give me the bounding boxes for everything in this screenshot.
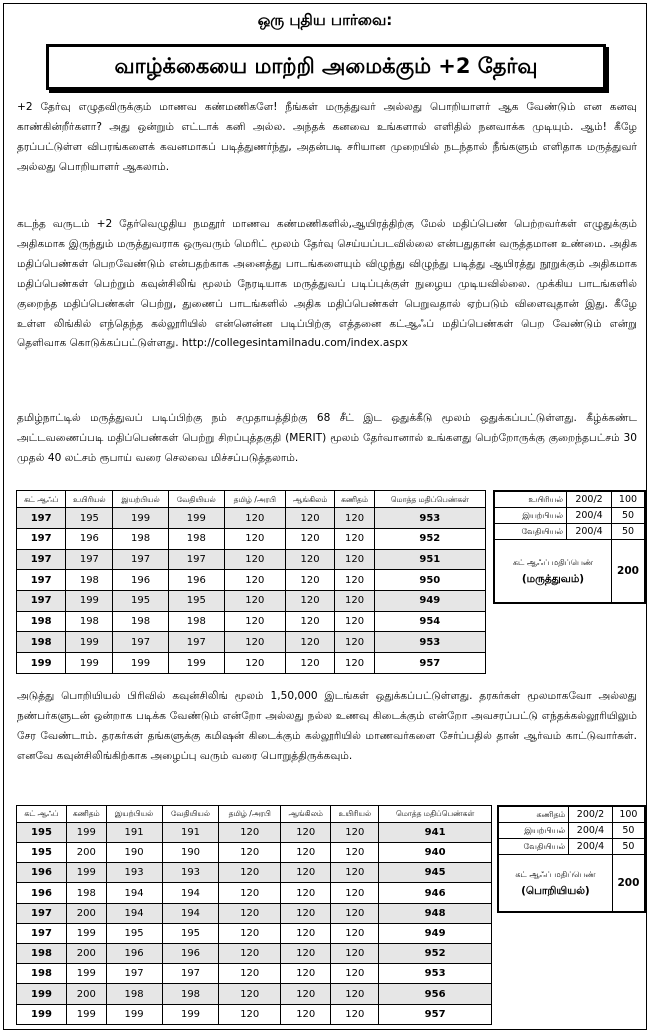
table-row — [17, 549, 486, 570]
mark-cell: 190 — [162, 843, 219, 863]
total-cell: 949 — [379, 923, 492, 943]
title-box — [46, 44, 606, 90]
mark-cell: 197 — [162, 964, 219, 984]
cutoff-cell: 196 — [17, 883, 67, 903]
mark-cell: 120 — [224, 611, 285, 632]
mark-cell: 197 — [168, 632, 224, 653]
mark-cell: 120 — [331, 984, 379, 1004]
total-cell: 953 — [379, 964, 492, 984]
mark-cell: 196 — [162, 944, 219, 964]
mark-cell: 120 — [335, 632, 374, 653]
cutoff-cell: 197 — [17, 591, 66, 612]
mark-cell: 120 — [224, 549, 285, 570]
table-row — [17, 591, 486, 612]
column-header: மொத்த மதிப்பெண்கள் — [374, 491, 485, 508]
column-header: மொத்த மதிப்பெண்கள் — [379, 806, 492, 823]
paragraph-engineering: அடுத்து பொறியியல் பிரிவில் கவுன்சிலிங் மூலம் 1,50,000 இடங்கள் ஒதுக்கப்பட்டுள்ளது. தரகர்கள் மூலமாகவோ அல்லது நண்பர்களுடன் ஒன்றாக படிக்க வேண்டும் என்றோ அல்லது நல்ல உணவு கிடைக்கும் என்றோ அவசரப்பட்டு எந்தக்கல்லூரியிலும் சேர வேண்டாம். தரகர்கள் தங்களுக்கு கமிஷன் கிடைக்கும் கல்லூரியில் மாணவர்களை சேர்ப்பதில் தான் ஆர்வம் காட்டுவார்கள். எனவே கவுன்சிலிங்கிற்காக அழைப்பு வரும் வரை பொறுத்திருக்கவும். — [17, 690, 637, 762]
column-header: இயற்பியல் — [113, 491, 168, 508]
mark-cell: 120 — [331, 923, 379, 943]
cutoff-cell: 199 — [17, 653, 66, 674]
mark-cell: 120 — [331, 822, 379, 842]
mark-cell: 199 — [66, 591, 113, 612]
mark-cell: 190 — [106, 843, 162, 863]
mark-cell: 198 — [168, 611, 224, 632]
mark-cell: 120 — [219, 903, 281, 923]
table-row — [17, 632, 486, 653]
weight-value: 50 — [611, 508, 644, 524]
weight-row — [499, 839, 645, 855]
total-cell: 952 — [374, 528, 485, 549]
mark-cell: 199 — [66, 1004, 106, 1024]
mark-cell: 120 — [285, 549, 335, 570]
weight-ratio: 200/4 — [567, 508, 612, 524]
cutoff-category: (மருத்துவம்) — [521, 573, 585, 585]
cutoff-cell: 198 — [17, 632, 66, 653]
mark-cell: 200 — [66, 984, 106, 1004]
mark-cell: 194 — [162, 883, 219, 903]
table-row — [17, 843, 492, 863]
weight-ratio: 200/4 — [569, 839, 613, 855]
table-row — [17, 528, 486, 549]
total-cell: 954 — [374, 611, 485, 632]
mark-cell: 120 — [331, 863, 379, 883]
cutoff-cell: 198 — [17, 944, 67, 964]
column-header: தமிழ் /அரபி — [219, 806, 281, 823]
mark-cell: 120 — [219, 863, 281, 883]
mark-cell: 120 — [335, 653, 374, 674]
weight-value: 50 — [612, 839, 644, 855]
mark-cell: 199 — [113, 508, 168, 529]
mark-cell: 198 — [113, 528, 168, 549]
weight-value: 100 — [611, 492, 644, 508]
paragraph-last-year: கடந்த வருடம் +2 தேர்வெழுதிய நமதூர் மாணவ கண்மணிகளில்,ஆயிரத்திற்கு மேல் மதிப்பெண் பெற்றவர்கள் எழுதுக்கும் அதிகமாக இருந்தும் மருத்துவராக ஒருவரும் மெரிட் மூலம் தேர்வு செய்யப்படவில்லை என்பதுதான் வருத்தமான உண்மை. அதிக மதிப்பெண்கள் பெறவேண்டும் என்பதற்காக அனைத்து பாடங்களையும் விழுந்து விழுந்து படித்து ஆயிரத்து நூறுக்கும் அதிகமாக மதிப்பெண்கள் பெற்றும் கவுன்சிலிங் மூலம் நேரடியாக மருத்துவப் படிப்புக்குள் நுழைய முடியவில்லை. முக்கிய பாடங்களில் குறைந்த மதிப்பெண்கள் பெற்று, துணைப் பாடங்களில் அதிக மதிப்பெண்கள் பெறுவதால் ஏற்படும் விளைவுதான் இது. கீழே உள்ள லிங்கில் எந்தெந்த கல்லூரியில் என்னென்ன படிப்பிற்கு எத்தனை கட்ஆஃப் மதிப்பெண்கள் பெற வேண்டும் என்று தெளிவாக கொடுக்கப்பட்டுள்ளது. http://collegesintamilnadu.com/index.aspx — [17, 218, 637, 350]
cutoff-cell: 197 — [17, 570, 66, 591]
cutoff-cell: 198 — [17, 611, 66, 632]
mark-cell: 199 — [66, 822, 106, 842]
weight-ratio: 200/2 — [567, 492, 612, 508]
mark-cell: 199 — [66, 632, 113, 653]
mark-cell: 120 — [281, 843, 331, 863]
medical-marks-table — [16, 490, 486, 674]
total-cell: 952 — [379, 944, 492, 964]
mark-cell: 193 — [162, 863, 219, 883]
cutoff-row — [499, 855, 645, 912]
page-title: வாழ்க்கையை மாற்றி அமைக்கும் +2 தேர்வு — [114, 53, 538, 78]
cutoff-cell: 196 — [17, 863, 67, 883]
cutoff-cell: 197 — [17, 903, 67, 923]
paragraph-intro: +2 தேர்வு எழுதவிருக்கும் மாணவ கண்மணிகளே! நீங்கள் மருத்துவர் அல்லது பொறியாளர் ஆக வேண்டும் என கனவு காண்கின்றீர்களா? அது ஒன்றும் எட்டாக் கனி அல்ல. அந்தக் கனவை உங்களால் எளிதில் நனவாக்க முடியும். ஆம்! கீழே தரப்பட்டுள்ள விபரங்களைக் கவனமாகப் படித்துணர்ந்து, அதன்படி சரியான முறையில் நடந்தால் நீங்களும் எளிதாக மருத்துவர் அல்லது பொறியாளர் ஆகலாம். — [17, 101, 637, 173]
mark-cell: 120 — [219, 923, 281, 943]
weight-row — [495, 492, 645, 508]
mark-cell: 199 — [162, 1004, 219, 1024]
mark-cell: 199 — [168, 508, 224, 529]
mark-cell: 120 — [331, 944, 379, 964]
mark-cell: 198 — [162, 984, 219, 1004]
table-row — [17, 611, 486, 632]
mark-cell: 120 — [281, 964, 331, 984]
mark-cell: 120 — [281, 1004, 331, 1024]
mark-cell: 120 — [281, 883, 331, 903]
cutoff-label: கட் ஆஃப் மதிப்பெண் — [515, 870, 596, 879]
mark-cell: 120 — [331, 883, 379, 903]
mark-cell: 198 — [168, 528, 224, 549]
column-header: உயிரியல் — [66, 491, 113, 508]
mark-cell: 120 — [285, 632, 335, 653]
cutoff-total: 200 — [612, 855, 644, 912]
cutoff-label-cell — [495, 540, 612, 603]
weight-ratio: 200/4 — [569, 823, 613, 839]
total-cell: 957 — [379, 1004, 492, 1024]
mark-cell: 197 — [106, 964, 162, 984]
total-cell: 950 — [374, 570, 485, 591]
engineering-marks-table — [16, 805, 492, 1025]
mark-cell: 120 — [335, 508, 374, 529]
mark-cell: 120 — [281, 923, 331, 943]
total-cell: 953 — [374, 508, 485, 529]
mark-cell: 195 — [168, 591, 224, 612]
column-header: ஆங்கிலம் — [281, 806, 331, 823]
mark-cell: 198 — [66, 883, 106, 903]
column-header: கட் ஆஃப் — [17, 806, 67, 823]
mark-cell: 199 — [66, 863, 106, 883]
cutoff-category: (பொறியியல்) — [521, 885, 590, 897]
column-header: இயற்பியல் — [106, 806, 162, 823]
weight-row — [499, 807, 645, 823]
mark-cell: 120 — [281, 822, 331, 842]
mark-cell: 195 — [162, 923, 219, 943]
cutoff-cell: 195 — [17, 843, 67, 863]
mark-cell: 199 — [113, 653, 168, 674]
mark-cell: 196 — [113, 570, 168, 591]
document-page — [3, 3, 647, 1030]
mark-cell: 120 — [285, 508, 335, 529]
mark-cell: 194 — [106, 883, 162, 903]
mark-cell: 195 — [106, 923, 162, 943]
mark-cell: 120 — [285, 611, 335, 632]
cutoff-cell: 199 — [17, 1004, 67, 1024]
mark-cell: 120 — [285, 653, 335, 674]
table-row — [17, 653, 486, 674]
column-header: உயிரியல் — [331, 806, 379, 823]
total-cell: 941 — [379, 822, 492, 842]
medical-cutoff-box — [493, 490, 646, 604]
column-header: கணிதம் — [66, 806, 106, 823]
mark-cell: 120 — [285, 591, 335, 612]
table-row — [17, 1004, 492, 1024]
weight-value: 50 — [611, 524, 644, 540]
mark-cell: 120 — [224, 591, 285, 612]
weight-row — [495, 524, 645, 540]
mark-cell: 197 — [66, 549, 113, 570]
cutoff-cell: 199 — [17, 984, 67, 1004]
paragraph-medical: தமிழ்நாட்டில் மருத்துவப் படிப்பிற்கு நம் சமுதாயத்திற்கு 68 சீட் இட ஒதுக்கீடு மூலம் ஒதுக்கப்பட்டுள்ளது. கீழ்க்கண்ட அட்டவணைப்படி மதிப்பெண்கள் பெற்று சிறப்புத்தகுதி (MERIT) மூலம் தேர்வானால் உங்களது பெற்றோருக்கு குறைந்தபட்சம் 30 முதல் 40 லட்சம் ரூபாய் வரை செலவை மிச்சப்படுத்தலாம். — [17, 412, 637, 464]
weight-ratio: 200/2 — [569, 807, 613, 823]
total-cell: 957 — [374, 653, 485, 674]
column-header: வேதியியல் — [162, 806, 219, 823]
mark-cell: 120 — [285, 528, 335, 549]
total-cell: 945 — [379, 863, 492, 883]
mark-cell: 120 — [224, 632, 285, 653]
mark-cell: 120 — [219, 822, 281, 842]
mark-cell: 120 — [224, 570, 285, 591]
mark-cell: 196 — [66, 528, 113, 549]
mark-cell: 120 — [281, 903, 331, 923]
mark-cell: 196 — [106, 944, 162, 964]
weight-ratio: 200/4 — [567, 524, 612, 540]
mark-cell: 199 — [66, 653, 113, 674]
table-row — [17, 903, 492, 923]
mark-cell: 120 — [219, 883, 281, 903]
column-header: ஆங்கிலம் — [285, 491, 335, 508]
table-row — [17, 822, 492, 842]
cutoff-label: கட் ஆஃப் மதிப்பெண் — [512, 558, 594, 567]
mark-cell: 191 — [162, 822, 219, 842]
mark-cell: 120 — [281, 984, 331, 1004]
mark-cell: 197 — [113, 549, 168, 570]
mark-cell: 120 — [335, 549, 374, 570]
kicker-heading: ஒரு புதிய பார்வை: — [257, 11, 393, 29]
cutoff-cell: 197 — [17, 549, 66, 570]
column-header: கணிதம் — [335, 491, 374, 508]
cutoff-label-cell — [499, 855, 613, 912]
table-header-row — [17, 806, 492, 823]
mark-cell: 120 — [331, 843, 379, 863]
mark-cell: 198 — [113, 611, 168, 632]
total-cell: 948 — [379, 903, 492, 923]
cutoff-cell: 198 — [17, 964, 67, 984]
cutoff-cell: 197 — [17, 508, 66, 529]
mark-cell: 198 — [66, 570, 113, 591]
table-row — [17, 944, 492, 964]
weight-subject: இயற்பியல் — [499, 823, 569, 839]
weight-subject: வேதியியல் — [499, 839, 569, 855]
mark-cell: 199 — [66, 923, 106, 943]
weight-subject: கணிதம் — [499, 807, 569, 823]
table-row — [17, 508, 486, 529]
mark-cell: 120 — [331, 964, 379, 984]
mark-cell: 120 — [224, 528, 285, 549]
mark-cell: 120 — [281, 863, 331, 883]
table-row — [17, 984, 492, 1004]
mark-cell: 200 — [66, 944, 106, 964]
weight-subject: உயிரியல் — [495, 492, 567, 508]
mark-cell: 197 — [113, 632, 168, 653]
mark-cell: 198 — [106, 984, 162, 1004]
mark-cell: 200 — [66, 843, 106, 863]
mark-cell: 120 — [219, 1004, 281, 1024]
weight-value: 100 — [612, 807, 644, 823]
table-row — [17, 964, 492, 984]
table-row — [17, 883, 492, 903]
total-cell: 956 — [379, 984, 492, 1004]
mark-cell: 120 — [331, 903, 379, 923]
mark-cell: 195 — [66, 508, 113, 529]
mark-cell: 199 — [168, 653, 224, 674]
mark-cell: 191 — [106, 822, 162, 842]
mark-cell: 120 — [335, 528, 374, 549]
weight-subject: இயற்பியல் — [495, 508, 567, 524]
weight-row — [499, 823, 645, 839]
mark-cell: 198 — [66, 611, 113, 632]
mark-cell: 120 — [219, 964, 281, 984]
table-row — [17, 923, 492, 943]
mark-cell: 200 — [66, 903, 106, 923]
mark-cell: 120 — [224, 653, 285, 674]
mark-cell: 120 — [285, 570, 335, 591]
mark-cell: 194 — [162, 903, 219, 923]
mark-cell: 120 — [331, 1004, 379, 1024]
mark-cell: 120 — [224, 508, 285, 529]
mark-cell: 196 — [168, 570, 224, 591]
total-cell: 949 — [374, 591, 485, 612]
mark-cell: 195 — [113, 591, 168, 612]
mark-cell: 197 — [168, 549, 224, 570]
mark-cell: 120 — [281, 944, 331, 964]
mark-cell: 194 — [106, 903, 162, 923]
total-cell: 951 — [374, 549, 485, 570]
weight-subject: வேதியியல் — [495, 524, 567, 540]
cutoff-row — [495, 540, 645, 603]
cutoff-cell: 197 — [17, 923, 67, 943]
mark-cell: 120 — [335, 591, 374, 612]
weight-row — [495, 508, 645, 524]
total-cell: 946 — [379, 883, 492, 903]
table-row — [17, 570, 486, 591]
column-header: வேதியியல் — [168, 491, 224, 508]
cutoff-cell: 197 — [17, 528, 66, 549]
mark-cell: 120 — [219, 944, 281, 964]
column-header: தமிழ் /அரபி — [224, 491, 285, 508]
cutoff-total: 200 — [611, 540, 644, 603]
mark-cell: 199 — [106, 1004, 162, 1024]
mark-cell: 193 — [106, 863, 162, 883]
table-row — [17, 863, 492, 883]
column-header: கட் ஆஃப் — [17, 491, 66, 508]
total-cell: 953 — [374, 632, 485, 653]
engineering-cutoff-box — [497, 805, 646, 913]
cutoff-cell: 195 — [17, 822, 67, 842]
weight-value: 50 — [612, 823, 644, 839]
mark-cell: 120 — [335, 611, 374, 632]
total-cell: 940 — [379, 843, 492, 863]
mark-cell: 120 — [219, 843, 281, 863]
table-header-row — [17, 491, 486, 508]
mark-cell: 199 — [66, 964, 106, 984]
mark-cell: 120 — [219, 984, 281, 1004]
mark-cell: 120 — [335, 570, 374, 591]
